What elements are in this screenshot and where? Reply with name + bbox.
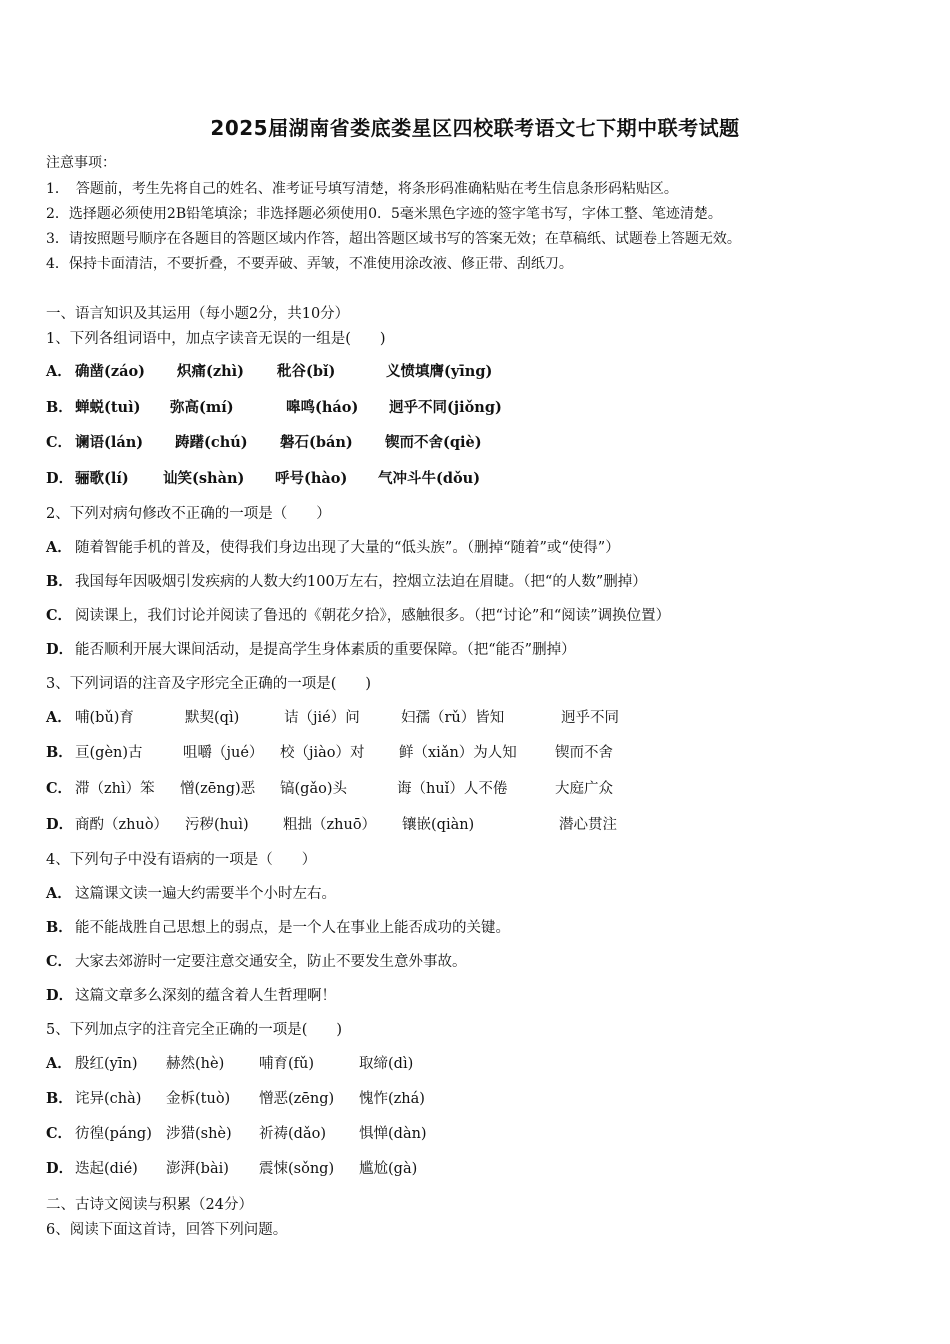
option-word: 呼号(hào) [275, 470, 348, 487]
option-label: A． [46, 709, 72, 726]
option-word: 粗拙（zhuō） [283, 817, 377, 833]
option-label: B． [46, 744, 73, 761]
option-word: 义愤填膺(yīng) [386, 363, 493, 380]
option-word: 磐石(bán) [280, 434, 353, 451]
option-word: 诧异(chà) [75, 1091, 142, 1107]
option-label: B． [46, 1090, 73, 1107]
option-word: 彷徨(páng) [75, 1126, 152, 1142]
option-word: 嗥鸣(háo) [286, 399, 359, 416]
option-text: 能不能战胜自己思想上的弱点，是一个人在事业上能否成功的关键。 [75, 920, 510, 936]
option-text: 这篇文章多么深刻的蕴含着人生哲理啊！ [75, 988, 336, 1004]
option-word: 诘（jié）问 [284, 710, 360, 726]
option-word: 讪笑(shàn) [163, 470, 245, 487]
option-label: D． [46, 470, 74, 487]
option-word: 咀嚼（jué） [183, 745, 264, 761]
option-word: 校（jiào）对 [280, 745, 365, 761]
option-word: 澎湃(bài) [166, 1161, 229, 1177]
section-heading: 一、语言知识及其运用（每小题2分，共10分） [46, 306, 350, 322]
option-word: 气冲斗牛(dǒu) [378, 470, 481, 487]
option-word: 涉猎(shè) [166, 1126, 232, 1142]
option-word: 迭起(dié) [75, 1161, 138, 1177]
option-label: C． [46, 434, 73, 451]
option-word: 谰语(lán) [75, 434, 144, 451]
option-word: 镶嵌(qiàn) [402, 817, 475, 833]
option-word: 憎恶(zēng) [259, 1091, 335, 1107]
option-word: 尴尬(gà) [359, 1161, 418, 1177]
option-label: D． [46, 816, 74, 833]
option-label: A． [46, 1055, 72, 1072]
question-stem: 1、下列各组词语中，加点字读音无误的一组是( ) [46, 331, 386, 347]
option-label: C． [46, 1125, 73, 1142]
option-word: 污秽(huì) [185, 817, 249, 833]
notice-item: 2．选择题必须使用2B铅笔填涂；非选择题必须使用0．5毫米黑色字迹的签字笔书写，字体工整、笔迹清楚。 [46, 206, 722, 222]
option-label: A． [46, 539, 72, 556]
option-label: B． [46, 919, 73, 936]
option-text: 随着智能手机的普及，使得我们身边出现了大量的“低头族”。（删掉“随着”或“使得”） [75, 540, 620, 556]
option-text: 这篇课文读一遍大约需要半个小时左右。 [75, 886, 336, 902]
option-label: A． [46, 885, 72, 902]
option-word: 哺育(fǔ) [259, 1056, 315, 1072]
option-label: A． [46, 363, 72, 380]
option-word: 震悚(sǒng) [259, 1161, 335, 1177]
option-word: 骊歌(lí) [75, 470, 129, 487]
option-word: 鲜（xiǎn）为人知 [399, 745, 517, 761]
option-label: C． [46, 780, 73, 797]
question-stem: 6、阅读下面这首诗，回答下列问题。 [46, 1222, 288, 1238]
option-word: 锲而不舍 [555, 745, 613, 761]
option-word: 愧怍(zhá) [359, 1091, 425, 1107]
option-word: 滞（zhì）笨 [75, 781, 155, 797]
option-word: 迥乎不同 [561, 710, 619, 726]
option-word: 赫然(hè) [166, 1056, 225, 1072]
option-label: D． [46, 1160, 74, 1177]
notice-item: 1． 答题前，考生先将自己的姓名、准考证号填写清楚，将条形码准确粘贴在考生信息条形码粘贴区。 [46, 181, 678, 197]
option-word: 金柝(tuò) [166, 1091, 231, 1107]
option-word: 默契(qì) [185, 710, 240, 726]
option-label: B． [46, 399, 73, 416]
option-word: 诲（huǐ）人不倦 [397, 781, 508, 797]
option-word: 大庭广众 [555, 781, 613, 797]
option-word: 殷红(yīn) [75, 1056, 138, 1072]
notice-item: 4．保持卡面清洁，不要折叠，不要弄破、弄皱，不准使用涂改液、修正带、刮纸刀。 [46, 256, 573, 272]
section-heading: 二、古诗文阅读与积累（24分） [46, 1197, 253, 1213]
question-stem: 5、下列加点字的注音完全正确的一项是( ) [46, 1022, 343, 1038]
option-word: 潜心贯注 [559, 817, 617, 833]
option-word: 哺(bǔ)育 [75, 710, 134, 726]
option-word: 取缔(dì) [359, 1056, 414, 1072]
option-word: 弥高(mí) [170, 399, 234, 416]
option-label: C． [46, 953, 73, 970]
option-word: 踌躇(chú) [175, 434, 248, 451]
option-word: 镐(gǎo)头 [280, 781, 347, 797]
question-stem: 3、下列词语的注音及字形完全正确的一项是( ) [46, 676, 372, 692]
option-word: 亘(gèn)古 [75, 745, 143, 761]
option-text: 我国每年因吸烟引发疾病的人数大约100万左右，控烟立法迫在眉睫。（把“的人数”删掉） [75, 574, 647, 590]
option-word: 商酌（zhuò） [75, 817, 169, 833]
option-label: D． [46, 987, 74, 1004]
option-text: 阅读课上，我们讨论并阅读了鲁迅的《朝花夕拾》，感触很多。（把“讨论”和“阅读”调换位置） [75, 608, 671, 624]
question-stem: 2、下列对病句修改不正确的一项是（ ） [46, 506, 331, 522]
question-stem: 4、下列句子中没有语病的一项是（ ） [46, 852, 317, 868]
page-title: 2025届湖南省娄底娄星区四校联考语文七下期中联考试题 [210, 116, 740, 140]
option-label: C． [46, 607, 73, 624]
option-text: 能否顺利开展大课间活动，是提高学生身体素质的重要保障。（把“能否”删掉） [75, 642, 576, 658]
option-word: 憎(zēng)恶 [180, 781, 256, 797]
option-word: 炽痛(zhì) [177, 363, 245, 380]
option-word: 祈祷(dǎo) [259, 1126, 326, 1142]
option-text: 大家去郊游时一定要注意交通安全，防止不要发生意外事故。 [75, 954, 467, 970]
option-word: 确凿(záo) [75, 363, 146, 380]
option-word: 妇孺（rǔ）皆知 [401, 710, 505, 726]
option-word: 锲而不舍(qiè) [385, 434, 482, 451]
option-label: D． [46, 641, 74, 658]
notice-item: 3．请按照题号顺序在各题目的答题区域内作答，超出答题区域书写的答案无效；在草稿纸、试题卷上答题无效。 [46, 231, 741, 247]
option-word: 秕谷(bǐ) [277, 363, 336, 380]
option-word: 迥乎不同(jiǒng) [389, 399, 502, 416]
notice-heading: 注意事项： [46, 155, 116, 171]
option-word: 蝉蜕(tuì) [75, 399, 141, 416]
option-label: B． [46, 573, 73, 590]
option-word: 惧惮(dàn) [359, 1126, 427, 1142]
